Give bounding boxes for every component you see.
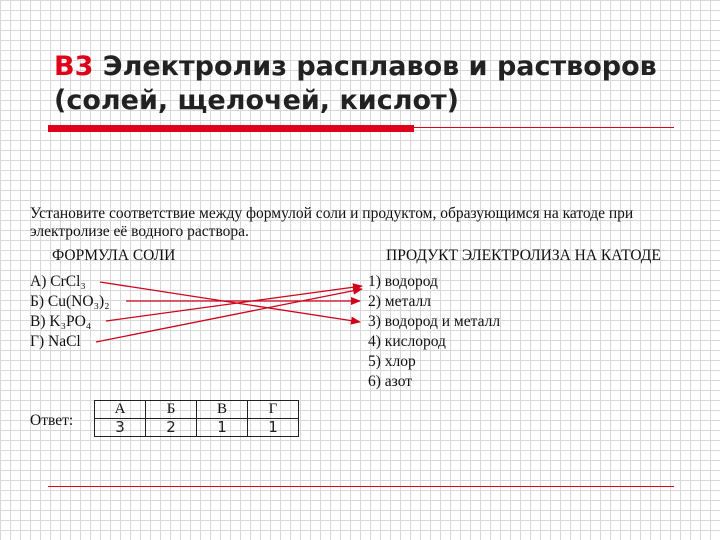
salt-item: Г) NaCl: [30, 333, 81, 350]
title-text: Электролиз расплавов и растворов (солей, щелочей, кислот): [54, 51, 657, 116]
task-text: Установите соответствие между формулой соли и продуктом, образующимся на катоде при электролизе её водного раствора.: [30, 205, 634, 240]
answer-col-b: Б: [146, 401, 197, 419]
bottom-rule: [48, 486, 674, 487]
product-item: 6) азот: [368, 373, 413, 390]
answer-value-a[interactable]: 3: [95, 419, 146, 437]
answer-header-row: [95, 401, 299, 419]
product-column-header: ПРОДУКТ ЭЛЕКТРОЛИЗА НА КАТОДЕ: [386, 247, 661, 264]
answer-value-row: [95, 419, 299, 437]
salt-item: Б) Cu(NO₃)₂: [30, 293, 110, 310]
product-item: 5) хлор: [368, 353, 416, 370]
answer-value-b[interactable]: 2: [146, 419, 197, 437]
salt-item: В) K₃PO₄: [30, 313, 92, 330]
task-code: B3: [54, 51, 94, 82]
answer-value-v[interactable]: 1: [197, 419, 248, 437]
product-item: 2) металл: [368, 293, 431, 310]
product-item: 3) водород и металл: [368, 313, 501, 330]
arrow-g-to-1: [96, 289, 362, 342]
product-item: 4) кислород: [368, 333, 446, 350]
answer-col-a: А: [95, 401, 146, 419]
answer-col-g: Г: [248, 401, 299, 419]
salt-item: А) CrCl₃: [30, 273, 86, 290]
answer-label: Ответ:: [30, 412, 74, 429]
answer-value-g[interactable]: 1: [248, 419, 299, 437]
product-item: 1) водород: [368, 273, 438, 290]
answer-table: [94, 400, 299, 437]
salt-column-header: ФОРМУЛА СОЛИ: [52, 247, 176, 264]
answer-col-v: В: [197, 401, 248, 419]
